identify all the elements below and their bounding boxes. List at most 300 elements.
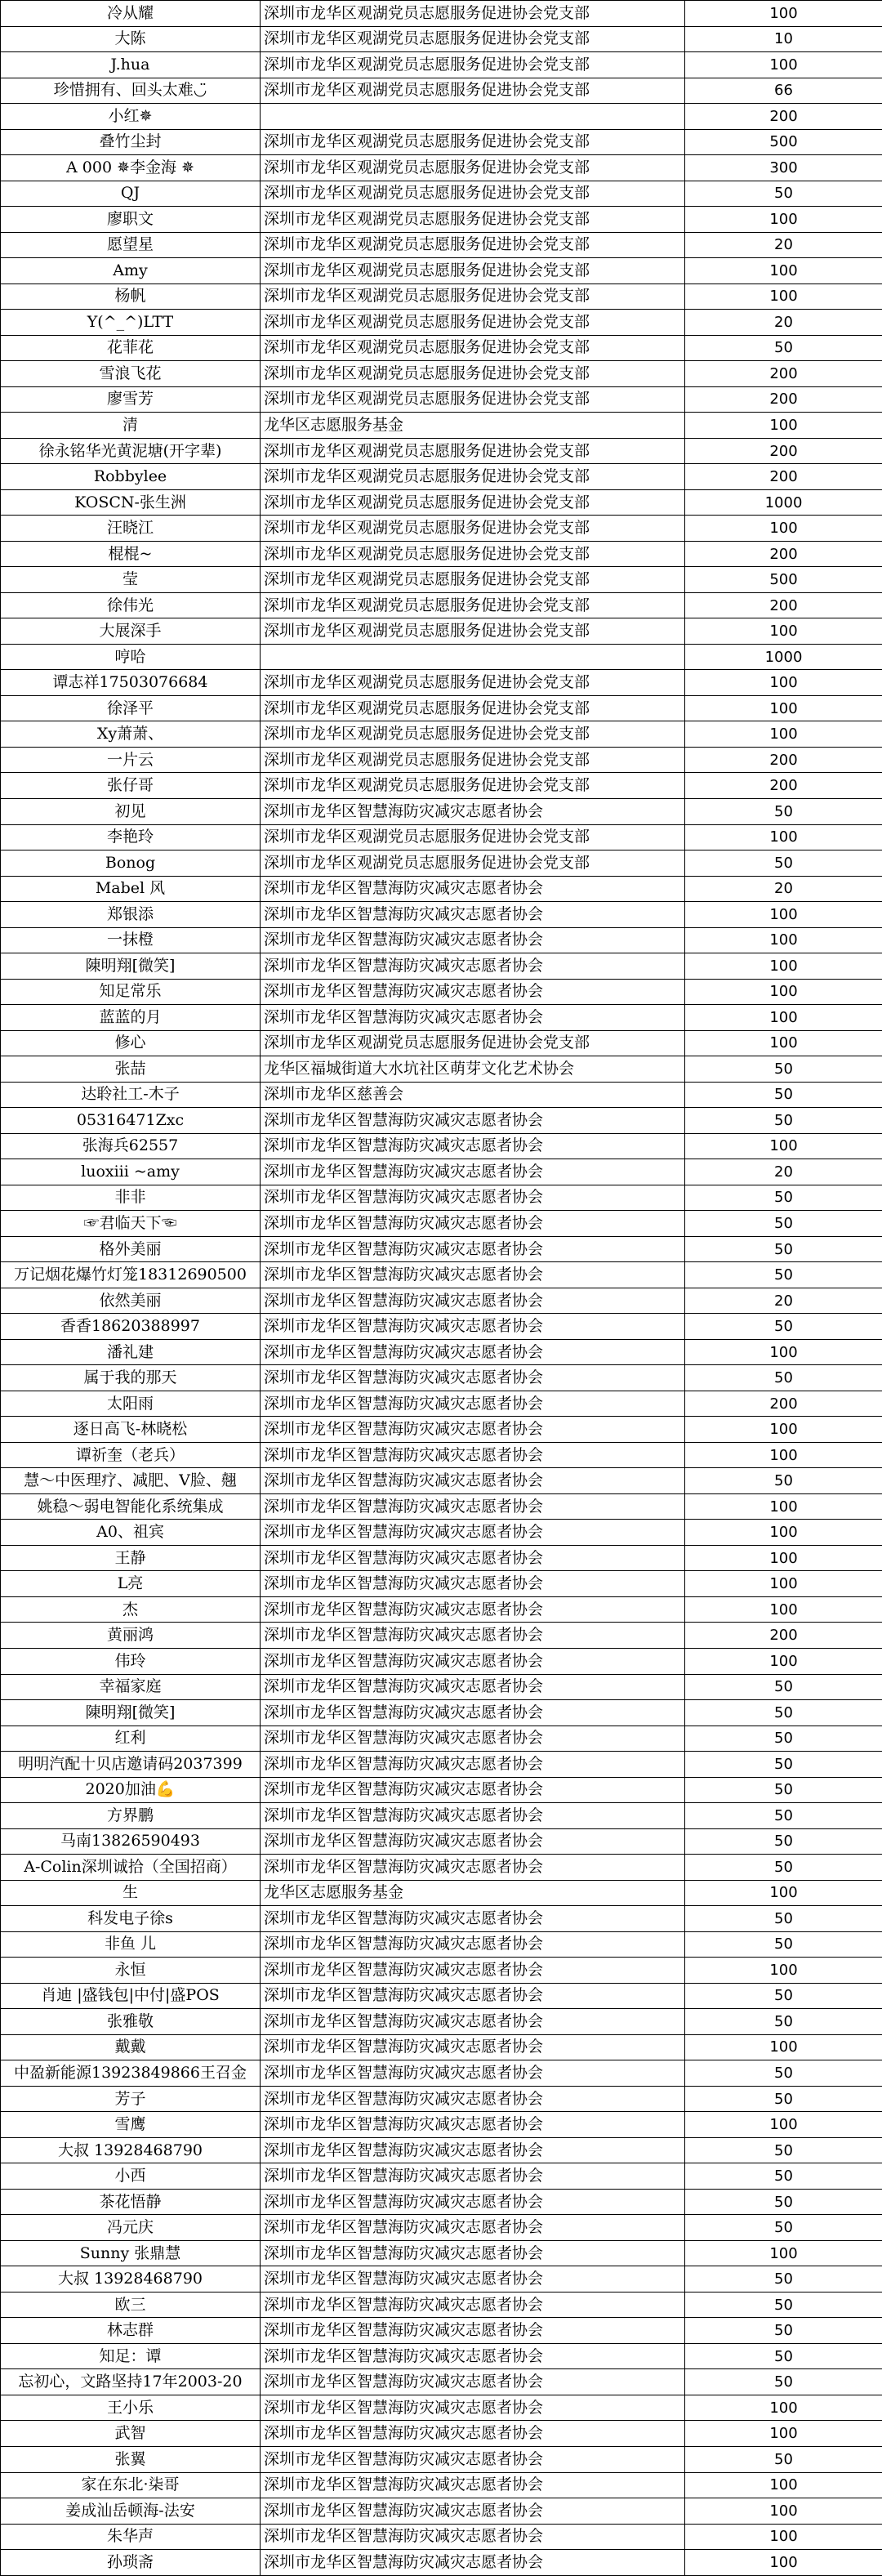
table-row bbox=[1, 1030, 882, 1056]
table-row bbox=[1, 644, 882, 670]
amount-cell: 50 bbox=[685, 335, 882, 361]
table-row bbox=[1, 104, 882, 130]
donation-table-body bbox=[1, 1, 882, 2576]
organization-cell: 深圳市龙华区智慧海防灾减灾志愿者协会 bbox=[261, 1339, 685, 1365]
table-row bbox=[1, 258, 882, 284]
organization-cell: 深圳市龙华区智慧海防灾减灾志愿者协会 bbox=[261, 2215, 685, 2241]
table-row bbox=[1, 2472, 882, 2498]
organization-cell: 深圳市龙华区观湖党员志愿服务促进协会党支部 bbox=[261, 747, 685, 773]
table-row bbox=[1, 2137, 882, 2163]
amount-cell: 50 bbox=[685, 1777, 882, 1803]
organization-cell: 深圳市龙华区观湖党员志愿服务促进协会党支部 bbox=[261, 438, 685, 464]
donor-name-cell: 欧三 bbox=[1, 2292, 261, 2318]
organization-cell: 深圳市龙华区观湖党员志愿服务促进协会党支部 bbox=[261, 310, 685, 336]
organization-cell: 深圳市龙华区智慧海防灾减灾志愿者协会 bbox=[261, 798, 685, 824]
donor-name-cell: 永恒 bbox=[1, 1958, 261, 1984]
table-row bbox=[1, 1493, 882, 1520]
organization-cell: 深圳市龙华区智慧海防灾减灾志愿者协会 bbox=[261, 1005, 685, 1031]
amount-cell: 100 bbox=[685, 1005, 882, 1031]
donor-name-cell: 莹 bbox=[1, 567, 261, 593]
amount-cell: 100 bbox=[685, 670, 882, 696]
organization-cell: 深圳市龙华区观湖党员志愿服务促进协会党支部 bbox=[261, 695, 685, 721]
donor-name-cell: 叠竹尘封 bbox=[1, 129, 261, 155]
donor-name-cell: 汪晓江 bbox=[1, 516, 261, 542]
table-row bbox=[1, 1983, 882, 2009]
organization-cell bbox=[261, 644, 685, 670]
organization-cell: 深圳市龙华区智慧海防灾减灾志愿者协会 bbox=[261, 1596, 685, 1623]
organization-cell: 深圳市龙华区智慧海防灾减灾志愿者协会 bbox=[261, 2163, 685, 2190]
table-row bbox=[1, 1442, 882, 1468]
organization-cell: 深圳市龙华区智慧海防灾减灾志愿者协会 bbox=[261, 1493, 685, 1520]
organization-cell: 深圳市龙华区智慧海防灾减灾志愿者协会 bbox=[261, 1545, 685, 1571]
table-row bbox=[1, 1623, 882, 1649]
donor-name-cell: 初见 bbox=[1, 798, 261, 824]
amount-cell: 200 bbox=[685, 361, 882, 387]
table-row bbox=[1, 902, 882, 928]
table-row bbox=[1, 335, 882, 361]
table-row bbox=[1, 2086, 882, 2112]
table-row bbox=[1, 567, 882, 593]
amount-cell: 100 bbox=[685, 283, 882, 310]
amount-cell: 100 bbox=[685, 1520, 882, 1546]
organization-cell: 深圳市龙华区智慧海防灾减灾志愿者协会 bbox=[261, 2498, 685, 2525]
organization-cell: 深圳市龙华区智慧海防灾减灾志愿者协会 bbox=[261, 2034, 685, 2060]
table-row bbox=[1, 1649, 882, 1675]
donor-name-cell: 依然美丽 bbox=[1, 1288, 261, 1314]
organization-cell: 深圳市龙华区智慧海防灾减灾志愿者协会 bbox=[261, 1314, 685, 1340]
organization-cell: 深圳市龙华区智慧海防灾减灾志愿者协会 bbox=[261, 2369, 685, 2395]
amount-cell: 100 bbox=[685, 2550, 882, 2576]
table-row bbox=[1, 2292, 882, 2318]
donor-name-cell: 万记烟花爆竹灯笼18312690500 bbox=[1, 1262, 261, 1288]
donor-name-cell: 大展深手 bbox=[1, 618, 261, 645]
donor-name-cell: 徐永铭华光黄泥塘(开字辈) bbox=[1, 438, 261, 464]
donor-name-cell: 哼哈 bbox=[1, 644, 261, 670]
donor-name-cell: 雪浪飞花 bbox=[1, 361, 261, 387]
amount-cell: 100 bbox=[685, 1417, 882, 1443]
table-row bbox=[1, 438, 882, 464]
table-row bbox=[1, 1056, 882, 1083]
table-row bbox=[1, 1159, 882, 1185]
donor-name-cell: 知足常乐 bbox=[1, 979, 261, 1005]
organization-cell: 深圳市龙华区观湖党员志愿服务促进协会党支部 bbox=[261, 489, 685, 516]
table-row bbox=[1, 2369, 882, 2395]
donor-name-cell: ☞君临天下☜ bbox=[1, 1211, 261, 1237]
amount-cell: 100 bbox=[685, 1596, 882, 1623]
organization-cell: 深圳市龙华区观湖党员志愿服务促进协会党支部 bbox=[261, 283, 685, 310]
table-row bbox=[1, 876, 882, 902]
organization-cell: 深圳市龙华区智慧海防灾减灾志愿者协会 bbox=[261, 1391, 685, 1417]
organization-cell: 龙华区福城街道大水坑社区萌芽文化艺术协会 bbox=[261, 1056, 685, 1083]
table-row bbox=[1, 2343, 882, 2369]
donor-name-cell: 孙琐斋 bbox=[1, 2550, 261, 2576]
donor-name-cell: 雪鹰 bbox=[1, 2112, 261, 2138]
amount-cell: 100 bbox=[685, 721, 882, 748]
table-row bbox=[1, 1958, 882, 1984]
donor-name-cell: Amy bbox=[1, 258, 261, 284]
amount-cell: 100 bbox=[685, 1030, 882, 1056]
organization-cell: 深圳市龙华区智慧海防灾减灾志愿者协会 bbox=[261, 1262, 685, 1288]
table-row bbox=[1, 207, 882, 233]
amount-cell: 50 bbox=[685, 1056, 882, 1083]
amount-cell: 50 bbox=[685, 1931, 882, 1958]
organization-cell: 深圳市龙华区智慧海防灾减灾志愿者协会 bbox=[261, 1133, 685, 1159]
amount-cell: 50 bbox=[685, 2086, 882, 2112]
amount-cell: 50 bbox=[685, 1262, 882, 1288]
table-row bbox=[1, 1391, 882, 1417]
organization-cell: 深圳市龙华区智慧海防灾减灾志愿者协会 bbox=[261, 1700, 685, 1726]
donor-name-cell: 李艳玲 bbox=[1, 824, 261, 850]
donor-name-cell: 小红✵ bbox=[1, 104, 261, 130]
amount-cell: 100 bbox=[685, 979, 882, 1005]
donor-name-cell: 马南13826590493 bbox=[1, 1828, 261, 1855]
organization-cell: 深圳市龙华区智慧海防灾减灾志愿者协会 bbox=[261, 1520, 685, 1546]
amount-cell: 100 bbox=[685, 1339, 882, 1365]
donor-name-cell: 幸福家庭 bbox=[1, 1674, 261, 1700]
organization-cell: 深圳市龙华区智慧海防灾减灾志愿者协会 bbox=[261, 1159, 685, 1185]
donor-name-cell: 杰 bbox=[1, 1596, 261, 1623]
donor-name-cell: Mabel 风 bbox=[1, 876, 261, 902]
donor-name-cell: 张雅敬 bbox=[1, 2009, 261, 2035]
organization-cell: 深圳市龙华区智慧海防灾减灾志愿者协会 bbox=[261, 1623, 685, 1649]
table-row bbox=[1, 2266, 882, 2293]
table-row bbox=[1, 1520, 882, 1546]
organization-cell: 深圳市龙华区观湖党员志愿服务促进协会党支部 bbox=[261, 78, 685, 104]
amount-cell: 50 bbox=[685, 2163, 882, 2190]
amount-cell: 50 bbox=[685, 1700, 882, 1726]
table-row bbox=[1, 695, 882, 721]
table-row bbox=[1, 927, 882, 953]
donor-name-cell: 谭志祥17503076684 bbox=[1, 670, 261, 696]
donor-name-cell: 张海兵62557 bbox=[1, 1133, 261, 1159]
organization-cell: 深圳市龙华区智慧海防灾减灾志愿者协会 bbox=[261, 2189, 685, 2215]
table-row bbox=[1, 773, 882, 799]
donor-name-cell: 陳明翔[微笑] bbox=[1, 1700, 261, 1726]
organization-cell: 深圳市龙华区智慧海防灾减灾志愿者协会 bbox=[261, 2524, 685, 2550]
table-row bbox=[1, 1133, 882, 1159]
organization-cell: 深圳市龙华区观湖党员志愿服务促进协会党支部 bbox=[261, 824, 685, 850]
organization-cell: 深圳市龙华区智慧海防灾减灾志愿者协会 bbox=[261, 1855, 685, 1881]
donor-name-cell: A-Colin深圳诚拾（全国招商） bbox=[1, 1855, 261, 1881]
amount-cell: 50 bbox=[685, 1082, 882, 1108]
organization-cell: 深圳市龙华区观湖党员志愿服务促进协会党支部 bbox=[261, 26, 685, 52]
table-row bbox=[1, 850, 882, 877]
table-row bbox=[1, 78, 882, 104]
organization-cell: 深圳市龙华区观湖党员志愿服务促进协会党支部 bbox=[261, 516, 685, 542]
organization-cell: 深圳市龙华区智慧海防灾减灾志愿者协会 bbox=[261, 2395, 685, 2421]
donor-name-cell: 张喆 bbox=[1, 1056, 261, 1083]
table-row bbox=[1, 386, 882, 413]
amount-cell: 100 bbox=[685, 618, 882, 645]
organization-cell bbox=[261, 104, 685, 130]
organization-cell: 深圳市龙华区智慧海防灾减灾志愿者协会 bbox=[261, 1906, 685, 1932]
amount-cell: 50 bbox=[685, 2189, 882, 2215]
donor-name-cell: Robbylee bbox=[1, 464, 261, 490]
table-row bbox=[1, 52, 882, 78]
donor-name-cell: 郑银添 bbox=[1, 902, 261, 928]
amount-cell: 100 bbox=[685, 1545, 882, 1571]
organization-cell: 深圳市龙华区智慧海防灾减灾志愿者协会 bbox=[261, 1828, 685, 1855]
table-row bbox=[1, 2240, 882, 2266]
table-row bbox=[1, 618, 882, 645]
table-row bbox=[1, 1545, 882, 1571]
donor-name-cell: 廖职文 bbox=[1, 207, 261, 233]
donor-name-cell: 黄丽鸿 bbox=[1, 1623, 261, 1649]
organization-cell: 深圳市龙华区智慧海防灾减灾志愿者协会 bbox=[261, 927, 685, 953]
amount-cell: 100 bbox=[685, 1880, 882, 1906]
organization-cell: 深圳市龙华区观湖党员志愿服务促进协会党支部 bbox=[261, 52, 685, 78]
donor-name-cell: 格外美丽 bbox=[1, 1236, 261, 1262]
organization-cell: 深圳市龙华区智慧海防灾减灾志愿者协会 bbox=[261, 1288, 685, 1314]
donor-name-cell: 方界鹏 bbox=[1, 1803, 261, 1829]
donor-name-cell: 蓝蓝的月 bbox=[1, 1005, 261, 1031]
amount-cell: 200 bbox=[685, 104, 882, 130]
organization-cell: 深圳市龙华区观湖党员志愿服务促进协会党支部 bbox=[261, 207, 685, 233]
table-row bbox=[1, 1339, 882, 1365]
amount-cell: 200 bbox=[685, 1391, 882, 1417]
amount-cell: 100 bbox=[685, 2524, 882, 2550]
table-row bbox=[1, 979, 882, 1005]
amount-cell: 100 bbox=[685, 413, 882, 439]
table-row bbox=[1, 1365, 882, 1391]
donor-name-cell: QJ bbox=[1, 181, 261, 207]
amount-cell: 100 bbox=[685, 1958, 882, 1984]
organization-cell: 深圳市龙华区观湖党员志愿服务促进协会党支部 bbox=[261, 670, 685, 696]
organization-cell: 深圳市龙华区智慧海防灾减灾志愿者协会 bbox=[261, 1185, 685, 1211]
organization-cell: 深圳市龙华区智慧海防灾减灾志愿者协会 bbox=[261, 2060, 685, 2087]
amount-cell: 100 bbox=[685, 1133, 882, 1159]
amount-cell: 50 bbox=[685, 1314, 882, 1340]
organization-cell: 深圳市龙华区观湖党员志愿服务促进协会党支部 bbox=[261, 181, 685, 207]
donor-name-cell: 珍惜拥有、回头太难◡̈ bbox=[1, 78, 261, 104]
donor-name-cell: 徐伟光 bbox=[1, 592, 261, 618]
table-row bbox=[1, 283, 882, 310]
donor-name-cell: 太阳雨 bbox=[1, 1391, 261, 1417]
amount-cell: 100 bbox=[685, 2421, 882, 2447]
amount-cell: 100 bbox=[685, 1, 882, 27]
amount-cell: 50 bbox=[685, 181, 882, 207]
amount-cell: 50 bbox=[685, 2266, 882, 2293]
table-row bbox=[1, 1185, 882, 1211]
table-row bbox=[1, 1906, 882, 1932]
amount-cell: 100 bbox=[685, 2240, 882, 2266]
donor-name-cell: 生 bbox=[1, 1880, 261, 1906]
amount-cell: 50 bbox=[685, 2318, 882, 2344]
donor-name-cell: 伟玲 bbox=[1, 1649, 261, 1675]
amount-cell: 20 bbox=[685, 1159, 882, 1185]
organization-cell: 深圳市龙华区智慧海防灾减灾志愿者协会 bbox=[261, 2446, 685, 2472]
organization-cell: 深圳市龙华区观湖党员志愿服务促进协会党支部 bbox=[261, 361, 685, 387]
table-row bbox=[1, 1752, 882, 1778]
donor-name-cell: 花菲花 bbox=[1, 335, 261, 361]
donor-name-cell: 棍棍~ bbox=[1, 541, 261, 567]
organization-cell: 深圳市龙华区智慧海防灾减灾志愿者协会 bbox=[261, 1211, 685, 1237]
amount-cell: 100 bbox=[685, 2498, 882, 2525]
amount-cell: 200 bbox=[685, 464, 882, 490]
organization-cell: 深圳市龙华区智慧海防灾减灾志愿者协会 bbox=[261, 2421, 685, 2447]
donor-name-cell: A 000 ✵李金海 ✵ bbox=[1, 155, 261, 181]
organization-cell: 深圳市龙华区智慧海防灾减灾志愿者协会 bbox=[261, 979, 685, 1005]
amount-cell: 50 bbox=[685, 1365, 882, 1391]
amount-cell: 20 bbox=[685, 232, 882, 258]
organization-cell: 深圳市龙华区慈善会 bbox=[261, 1082, 685, 1108]
donor-name-cell: 逐日高飞-林晓松 bbox=[1, 1417, 261, 1443]
amount-cell: 100 bbox=[685, 207, 882, 233]
table-row bbox=[1, 2318, 882, 2344]
donor-name-cell: 陳明翔[微笑] bbox=[1, 953, 261, 980]
table-row bbox=[1, 2421, 882, 2447]
organization-cell: 深圳市龙华区观湖党员志愿服务促进协会党支部 bbox=[261, 386, 685, 413]
amount-cell: 50 bbox=[685, 2137, 882, 2163]
donor-name-cell: A0、祖宾 bbox=[1, 1520, 261, 1546]
amount-cell: 100 bbox=[685, 927, 882, 953]
donor-name-cell: 05316471Zxc bbox=[1, 1108, 261, 1134]
amount-cell: 1000 bbox=[685, 644, 882, 670]
amount-cell: 50 bbox=[685, 1906, 882, 1932]
donor-name-cell: 知足：谭 bbox=[1, 2343, 261, 2369]
table-row bbox=[1, 2009, 882, 2035]
donor-name-cell: 冯元庆 bbox=[1, 2215, 261, 2241]
organization-cell: 深圳市龙华区智慧海防灾减灾志愿者协会 bbox=[261, 2292, 685, 2318]
donor-name-cell: 小西 bbox=[1, 2163, 261, 2190]
table-row bbox=[1, 181, 882, 207]
table-row bbox=[1, 2446, 882, 2472]
organization-cell: 深圳市龙华区智慧海防灾减灾志愿者协会 bbox=[261, 1442, 685, 1468]
table-row bbox=[1, 1571, 882, 1597]
table-row bbox=[1, 670, 882, 696]
organization-cell: 深圳市龙华区观湖党员志愿服务促进协会党支部 bbox=[261, 464, 685, 490]
donor-name-cell: 一片云 bbox=[1, 747, 261, 773]
amount-cell: 200 bbox=[685, 747, 882, 773]
table-row bbox=[1, 1082, 882, 1108]
donor-name-cell: 张翼 bbox=[1, 2446, 261, 2472]
organization-cell: 深圳市龙华区观湖党员志愿服务促进协会党支部 bbox=[261, 592, 685, 618]
table-row bbox=[1, 1700, 882, 1726]
amount-cell: 100 bbox=[685, 953, 882, 980]
donor-name-cell: 2020加油💪 bbox=[1, 1777, 261, 1803]
amount-cell: 50 bbox=[685, 2215, 882, 2241]
amount-cell: 50 bbox=[685, 2369, 882, 2395]
amount-cell: 50 bbox=[685, 1855, 882, 1881]
amount-cell: 100 bbox=[685, 52, 882, 78]
organization-cell: 龙华区志愿服务基金 bbox=[261, 413, 685, 439]
donor-name-cell: Bonog bbox=[1, 850, 261, 877]
donor-name-cell: 非非 bbox=[1, 1185, 261, 1211]
donor-name-cell: 家在东北·柒哥 bbox=[1, 2472, 261, 2498]
organization-cell: 深圳市龙华区观湖党员志愿服务促进协会党支部 bbox=[261, 129, 685, 155]
amount-cell: 100 bbox=[685, 1571, 882, 1597]
amount-cell: 100 bbox=[685, 516, 882, 542]
organization-cell: 深圳市龙华区智慧海防灾减灾志愿者协会 bbox=[261, 2112, 685, 2138]
table-row bbox=[1, 1674, 882, 1700]
organization-cell: 深圳市龙华区智慧海防灾减灾志愿者协会 bbox=[261, 1417, 685, 1443]
donor-name-cell: 一抹橙 bbox=[1, 927, 261, 953]
donor-name-cell: KOSCN-张生洲 bbox=[1, 489, 261, 516]
organization-cell: 深圳市龙华区智慧海防灾减灾志愿者协会 bbox=[261, 1931, 685, 1958]
donor-name-cell: 中盈新能源13923849866王召金 bbox=[1, 2060, 261, 2087]
table-row bbox=[1, 1931, 882, 1958]
amount-cell: 20 bbox=[685, 876, 882, 902]
amount-cell: 100 bbox=[685, 902, 882, 928]
donor-name-cell: 达聆社工-木子 bbox=[1, 1082, 261, 1108]
donor-name-cell: 武智 bbox=[1, 2421, 261, 2447]
donor-name-cell: 肖迪 |盛钱包|中付|盛POS bbox=[1, 1983, 261, 2009]
table-row bbox=[1, 2395, 882, 2421]
table-row bbox=[1, 1880, 882, 1906]
amount-cell: 100 bbox=[685, 1442, 882, 1468]
organization-cell: 深圳市龙华区智慧海防灾减灾志愿者协会 bbox=[261, 2343, 685, 2369]
organization-cell: 深圳市龙华区智慧海防灾减灾志愿者协会 bbox=[261, 2137, 685, 2163]
donor-name-cell: 忘初心，文路坚持17年2003-20 bbox=[1, 2369, 261, 2395]
amount-cell: 100 bbox=[685, 1493, 882, 1520]
amount-cell: 500 bbox=[685, 129, 882, 155]
donor-name-cell: 明明汽配十贝店邀请码2037399 bbox=[1, 1752, 261, 1778]
organization-cell: 深圳市龙华区观湖党员志愿服务促进协会党支部 bbox=[261, 258, 685, 284]
donor-name-cell: 朱华声 bbox=[1, 2524, 261, 2550]
table-row bbox=[1, 516, 882, 542]
table-row bbox=[1, 2060, 882, 2087]
table-row bbox=[1, 798, 882, 824]
amount-cell: 200 bbox=[685, 592, 882, 618]
donor-name-cell: 王静 bbox=[1, 1545, 261, 1571]
organization-cell: 深圳市龙华区观湖党员志愿服务促进协会党支部 bbox=[261, 773, 685, 799]
table-row bbox=[1, 1, 882, 27]
organization-cell: 深圳市龙华区智慧海防灾减灾志愿者协会 bbox=[261, 1777, 685, 1803]
table-row bbox=[1, 541, 882, 567]
amount-cell: 50 bbox=[685, 1211, 882, 1237]
table-row bbox=[1, 1803, 882, 1829]
donor-name-cell: 香香18620388997 bbox=[1, 1314, 261, 1340]
donor-name-cell: 大叔 13928468790 bbox=[1, 2266, 261, 2293]
amount-cell: 200 bbox=[685, 773, 882, 799]
amount-cell: 20 bbox=[685, 1288, 882, 1314]
donor-name-cell: 茶花悟静 bbox=[1, 2189, 261, 2215]
table-row bbox=[1, 2189, 882, 2215]
amount-cell: 100 bbox=[685, 2112, 882, 2138]
organization-cell: 深圳市龙华区智慧海防灾减灾志愿者协会 bbox=[261, 2472, 685, 2498]
table-row bbox=[1, 1417, 882, 1443]
donor-name-cell: 慧～中医理疗、减肥、V脸、翹 bbox=[1, 1468, 261, 1494]
amount-cell: 50 bbox=[685, 2343, 882, 2369]
table-row bbox=[1, 2550, 882, 2576]
table-row bbox=[1, 310, 882, 336]
amount-cell: 50 bbox=[685, 1236, 882, 1262]
organization-cell: 深圳市龙华区观湖党员志愿服务促进协会党支部 bbox=[261, 541, 685, 567]
organization-cell: 深圳市龙华区观湖党员志愿服务促进协会党支部 bbox=[261, 618, 685, 645]
organization-cell: 深圳市龙华区观湖党员志愿服务促进协会党支部 bbox=[261, 567, 685, 593]
table-row bbox=[1, 1596, 882, 1623]
table-row bbox=[1, 2163, 882, 2190]
organization-cell: 深圳市龙华区智慧海防灾减灾志愿者协会 bbox=[261, 2009, 685, 2035]
organization-cell: 深圳市龙华区智慧海防灾减灾志愿者协会 bbox=[261, 2550, 685, 2576]
amount-cell: 50 bbox=[685, 2060, 882, 2087]
table-row bbox=[1, 592, 882, 618]
amount-cell: 50 bbox=[685, 2009, 882, 2035]
table-row bbox=[1, 489, 882, 516]
table-row bbox=[1, 129, 882, 155]
amount-cell: 50 bbox=[685, 1983, 882, 2009]
donor-name-cell: 张仔哥 bbox=[1, 773, 261, 799]
amount-cell: 50 bbox=[685, 1828, 882, 1855]
amount-cell: 10 bbox=[685, 26, 882, 52]
amount-cell: 100 bbox=[685, 2472, 882, 2498]
donor-name-cell: 红利 bbox=[1, 1726, 261, 1752]
organization-cell: 深圳市龙华区智慧海防灾减灾志愿者协会 bbox=[261, 1752, 685, 1778]
donor-name-cell: 廖雪芳 bbox=[1, 386, 261, 413]
organization-cell: 深圳市龙华区观湖党员志愿服务促进协会党支部 bbox=[261, 335, 685, 361]
amount-cell: 50 bbox=[685, 1185, 882, 1211]
amount-cell: 50 bbox=[685, 1803, 882, 1829]
